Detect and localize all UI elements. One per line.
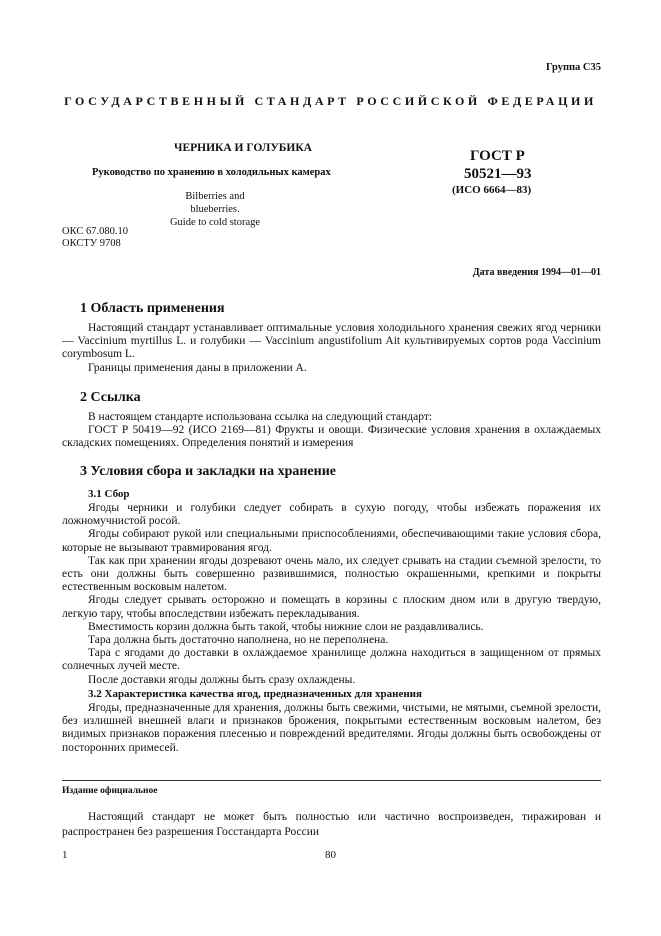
section-1-body — [62, 322, 601, 375]
subsection-3-1-paragraph: Ягоды следует срывать осторожно и помещать в корзины с плоским дном или в другую твердую, легкую тару, чтобы впоследствии избежать перекладывания. — [62, 594, 601, 620]
subsection-3-1-paragraph: Вместимость корзин должна быть такой, чтобы нижние слои не раздавливались. — [88, 620, 484, 633]
english-title — [165, 190, 265, 229]
section-2-paragraph: В настоящем стандарте использована ссылка на следующий стандарт: — [88, 411, 433, 423]
section-3-heading: 3 Условия сбора и закладки на хранение — [80, 464, 336, 479]
subsection-3-1-paragraph: Тара должна быть достаточно наполнена, но не переполнена. — [88, 634, 389, 647]
section-2-body — [62, 411, 601, 451]
page-number-left: 1 — [62, 849, 68, 861]
subsection-3-1-heading: 3.1 Сбор — [88, 488, 130, 500]
section-1-paragraph: Границы применения даны в приложении А. — [88, 361, 307, 374]
classification-codes — [62, 226, 128, 249]
gost-label: ГОСТ Р — [470, 148, 525, 164]
copyright-notice: Настоящий стандарт не может быть полностью или частично воспроизведен, тиражирован и распространен без разрешения Госстандарта России — [62, 811, 601, 838]
english-title-line2: Guide to cold storage — [169, 217, 261, 228]
subsection-3-2-paragraph: Ягоды, предназначенные для хранения, должны быть свежими, чистыми, не мятыми, съемной зрелости, без излишней внешней влаги и признаков брожения, покрытыми естественным восковым налетом, без видимых признаков поражения плесенью и повреждений вредителями. Ягоды должны быть освобождены от посторонних примесей. — [62, 702, 601, 754]
section-2-heading: 2 Ссылка — [80, 390, 141, 405]
document-title: ЧЕРНИКА И ГОЛУБИКА — [174, 142, 312, 154]
state-standard-heading: ГОСУДАРСТВЕННЫЙ СТАНДАРТ РОССИЙСКОЙ ФЕДЕРАЦИИ — [64, 94, 597, 108]
subsection-3-1-paragraph: Ягоды черники и голубики следует собирать в сухую погоду, чтобы избежать поражения их ложномучнистой росой. — [62, 502, 601, 528]
footer-divider — [62, 780, 601, 781]
group-code: Группа С35 — [545, 62, 601, 73]
document-subtitle: Руководство по хранению в холодильных камерах — [92, 167, 331, 178]
subsection-3-1-paragraph: После доставки ягоды должны быть сразу охлаждены. — [88, 673, 356, 686]
section-2-paragraph: ГОСТ Р 50419—92 (ИСО 2169—81) Фрукты и овощи. Физические условия хранения в охлаждаемых складских помещениях. Определения понятий и измерения — [62, 424, 601, 450]
page-number-center: 80 — [325, 849, 336, 861]
section-1-paragraph: Настоящий стандарт устанавливает оптимальные условия холодильного хранения свежих ягод черники — Vaccinium myrtillus L. и голубики — Vaccinium angustifolium Ait культивируемых сортов рода Vaccinium corymbosum L. — [62, 322, 601, 361]
subsection-3-1-paragraph: Тара с ягодами до доставки в охлаждаемое хранилище должна находиться в защищенном от прямых солнечных лучей месте. — [62, 647, 601, 673]
okc-code: ОКС 67.080.10 — [62, 226, 128, 237]
section-1-heading: 1 Область применения — [80, 301, 225, 316]
okstu-code: ОКСТУ 9708 — [62, 237, 121, 249]
subsection-3-2-heading: 3.2 Характеристика качества ягод, предназначенных для хранения — [88, 688, 422, 700]
subsection-3-2-body — [62, 702, 601, 755]
official-edition-label: Издание официальное — [62, 786, 158, 796]
subsection-3-1-paragraph: Так как при хранении ягоды дозревают очень мало, их следует срывать на стадии съемной зрелости, то есть они должны быть совершенно развившимися, полностью окрашенными, крепкими и покрыты естественным восковым налетом. — [62, 554, 601, 594]
english-title-line1: Bilberries and blueberries. — [185, 191, 245, 215]
effective-date: Дата введения 1994—01—01 — [472, 267, 601, 278]
subsection-3-1-paragraph: Ягоды собирают рукой или специальными приспособлениями, обеспечивающими такие условия сбора, которые не вызывают травмирования ягод. — [62, 528, 601, 554]
iso-reference: (ИСО 6664—83) — [452, 184, 532, 196]
subsection-3-1-body — [62, 502, 601, 687]
gost-number: 50521—93 — [464, 166, 532, 182]
